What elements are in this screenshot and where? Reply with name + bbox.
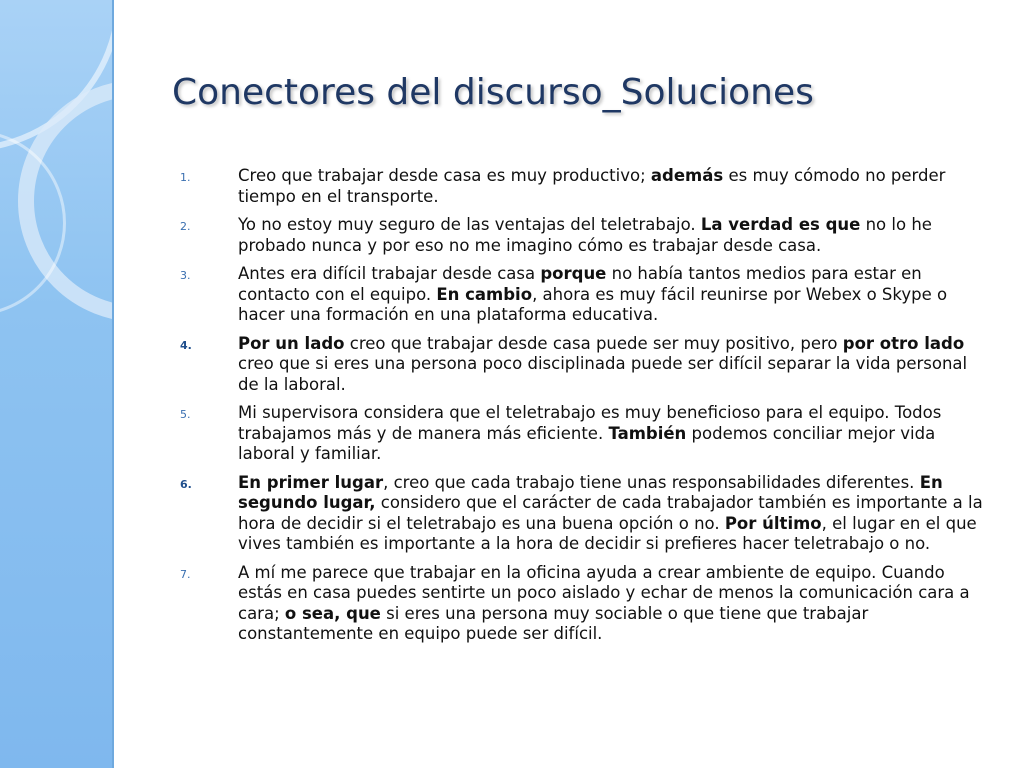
list-item-number: 4.	[180, 338, 192, 352]
text-segment: es muy cómodo no perder tiempo en el transporte.	[238, 166, 946, 206]
list-item-text	[238, 403, 941, 463]
connector-phrase: por otro lado	[842, 333, 965, 353]
text-segment: Antes era difícil trabajar desde casa	[238, 264, 541, 283]
text-segment: podemos conciliar mejor vida laboral y familiar.	[238, 423, 936, 463]
text-segment: , creo que cada trabajo tiene unas responsabilidades diferentes.	[383, 472, 920, 492]
connector-phrase: porque	[540, 264, 607, 283]
connector-list	[178, 166, 990, 653]
list-item	[178, 473, 990, 555]
list-item	[178, 334, 990, 396]
list-item-number: 3.	[180, 269, 191, 282]
text-segment: creo que trabajar desde casa puede ser muy positivo, pero	[344, 333, 843, 353]
list-item-number: 1.	[180, 171, 191, 184]
text-segment: si eres una persona muy sociable o que tiene que trabajar constantemente en equipo puede ser difícil.	[238, 603, 869, 643]
text-segment: Yo no estoy muy seguro de las ventajas del teletrabajo.	[238, 215, 701, 234]
text-segment: , ahora es muy fácil reunirse por Webex o Skype o hacer una formación en una plataforma educativa.	[238, 284, 948, 324]
connector-phrase: La verdad es que	[700, 215, 861, 234]
list-item	[178, 166, 990, 207]
slide-title: Conectores del discurso_Soluciones	[172, 72, 814, 113]
text-segment: A mí me parece que trabajar en la oficina ayuda a crear ambiente de equipo. Cuando estás en casa puedes sentirte un poco aislado y echar de menos la comunicación cara a cara;	[238, 562, 970, 623]
connector-phrase: También	[608, 423, 687, 443]
list-item-number: 6.	[180, 477, 192, 491]
text-segment: Creo que trabajar desde casa es muy productivo;	[238, 166, 651, 185]
list-item-text	[238, 215, 932, 255]
connector-phrase: Por un lado	[238, 333, 345, 353]
text-segment: no lo he probado nunca y por eso no me imagino cómo es trabajar desde casa.	[238, 215, 932, 255]
side-divider	[112, 0, 114, 768]
list-item-text	[238, 473, 983, 554]
text-segment: creo que si eres una persona poco disciplinada puede ser difícil separar la vida personal de la laboral.	[238, 354, 968, 394]
text-segment: no había tantos medios para estar en contacto con el equipo.	[238, 264, 922, 304]
list-item-text	[238, 563, 970, 644]
list-item-number: 5.	[180, 408, 191, 421]
list-item-number: 2.	[180, 220, 191, 233]
list-item	[178, 563, 990, 645]
text-segment: considero que el carácter de cada trabajador también es importante a la hora de decidir si el teletrabajo es una buena opción o no.	[238, 493, 983, 533]
list-item-text	[238, 334, 967, 394]
connector-phrase: En primer lugar	[238, 472, 384, 492]
list-item	[178, 403, 990, 465]
list-item	[178, 215, 990, 256]
text-segment: Mi supervisora considera que el teletrabajo es muy beneficioso para el equipo. Todos trabajamos más y de manera más eficiente.	[238, 403, 942, 443]
connector-phrase: En segundo lugar,	[238, 472, 943, 512]
list-item	[178, 264, 990, 326]
connector-phrase: En cambio	[436, 284, 533, 304]
decorative-side-band	[0, 0, 112, 768]
list-item-text	[238, 264, 947, 324]
text-segment: , el lugar en el que vives también es importante a la hora de decidir si prefieres hacer teletrabajo o no.	[238, 513, 977, 553]
connector-phrase: Por último	[724, 513, 822, 533]
list-item-text	[238, 166, 945, 206]
connector-phrase: además	[650, 166, 724, 185]
connector-phrase: o sea, que	[284, 603, 381, 623]
list-item-number: 7.	[180, 567, 191, 581]
